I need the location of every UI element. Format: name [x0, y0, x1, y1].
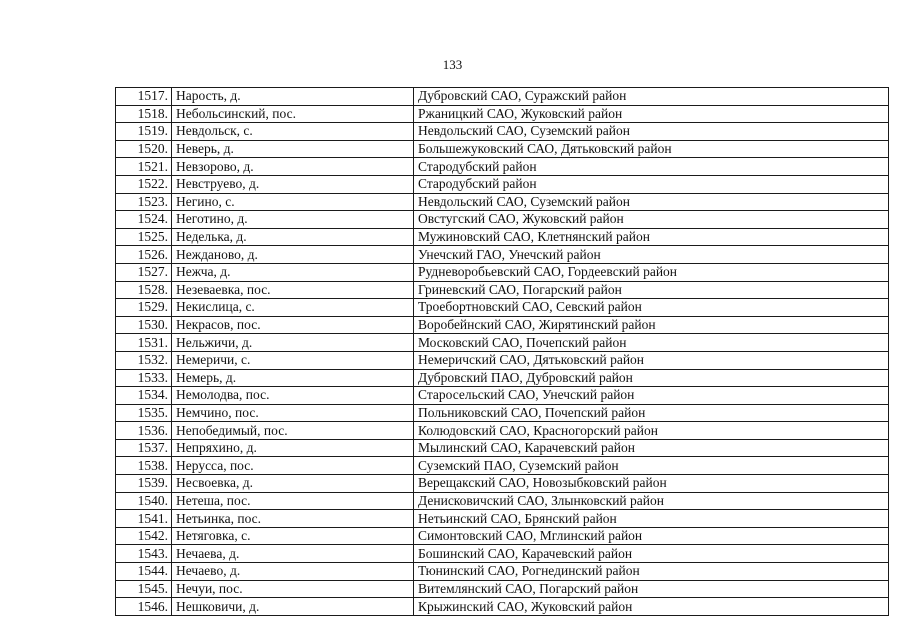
row-number: 1538. [116, 457, 172, 475]
administrative-unit: Дубровский САО, Суражский район [414, 88, 889, 106]
settlement-name: Нежча, д. [172, 263, 414, 281]
settlement-name: Несвоевка, д. [172, 475, 414, 493]
settlement-name: Негино, с. [172, 193, 414, 211]
administrative-unit: Бошинский САО, Карачевский район [414, 545, 889, 563]
administrative-unit: Московский САО, Почепский район [414, 334, 889, 352]
administrative-unit: Гриневский САО, Погарский район [414, 281, 889, 299]
table-row [116, 404, 889, 422]
administrative-unit: Невдольский САО, Суземский район [414, 123, 889, 141]
table-row [116, 105, 889, 123]
row-number: 1542. [116, 527, 172, 545]
table-row [116, 175, 889, 193]
table-row [116, 598, 889, 616]
settlement-name: Нетяговка, с. [172, 527, 414, 545]
settlement-name: Нельжичи, д. [172, 334, 414, 352]
row-number: 1543. [116, 545, 172, 563]
administrative-unit: Суземский ПАО, Суземский район [414, 457, 889, 475]
row-number: 1544. [116, 563, 172, 581]
table-row [116, 334, 889, 352]
row-number: 1529. [116, 299, 172, 317]
administrative-unit: Рудневоробьевский САО, Гордеевский район [414, 263, 889, 281]
table-row [116, 193, 889, 211]
table-row [116, 140, 889, 158]
table-row [116, 123, 889, 141]
administrative-unit: Немеричский САО, Дятьковский район [414, 351, 889, 369]
row-number: 1532. [116, 351, 172, 369]
row-number: 1540. [116, 492, 172, 510]
settlement-name: Нетьинка, пос. [172, 510, 414, 528]
settlement-name: Немерь, д. [172, 369, 414, 387]
row-number: 1535. [116, 404, 172, 422]
administrative-unit: Троебортновский САО, Севский район [414, 299, 889, 317]
settlement-name: Нежданово, д. [172, 246, 414, 264]
settlement-name: Немеричи, с. [172, 351, 414, 369]
table-row [116, 422, 889, 440]
row-number: 1545. [116, 580, 172, 598]
settlement-name: Нечаева, д. [172, 545, 414, 563]
settlement-table [115, 87, 889, 616]
settlement-name: Незеваевка, пос. [172, 281, 414, 299]
settlement-name: Нетеша, пос. [172, 492, 414, 510]
settlement-name: Некрасов, пос. [172, 316, 414, 334]
row-number: 1546. [116, 598, 172, 616]
settlement-name: Невдольск, с. [172, 123, 414, 141]
table-row [116, 475, 889, 493]
settlement-table-body [116, 88, 889, 616]
row-number: 1536. [116, 422, 172, 440]
administrative-unit: Мылинский САО, Карачевский район [414, 439, 889, 457]
administrative-unit: Симонтовский САО, Мглинский район [414, 527, 889, 545]
row-number: 1537. [116, 439, 172, 457]
settlement-name: Неготино, д. [172, 211, 414, 229]
administrative-unit: Унечский ГАО, Унечский район [414, 246, 889, 264]
row-number: 1527. [116, 263, 172, 281]
administrative-unit: Мужиновский САО, Клетнянский район [414, 228, 889, 246]
administrative-unit: Денисковичский САО, Злынковский район [414, 492, 889, 510]
settlement-name: Неверь, д. [172, 140, 414, 158]
table-row [116, 351, 889, 369]
settlement-name: Нечаево, д. [172, 563, 414, 581]
table-row [116, 211, 889, 229]
administrative-unit: Воробейнский САО, Жирятинский район [414, 316, 889, 334]
settlement-name: Небольсинский, пос. [172, 105, 414, 123]
table-row [116, 527, 889, 545]
settlement-name: Невструево, д. [172, 175, 414, 193]
settlement-name: Немолодва, пос. [172, 387, 414, 405]
table-row [116, 281, 889, 299]
table-row [116, 228, 889, 246]
row-number: 1524. [116, 211, 172, 229]
table-row [116, 263, 889, 281]
table-row [116, 510, 889, 528]
settlement-name: Нарость, д. [172, 88, 414, 106]
administrative-unit: Овстугский САО, Жуковский район [414, 211, 889, 229]
administrative-unit: Нетьинский САО, Брянский район [414, 510, 889, 528]
table-row [116, 439, 889, 457]
administrative-unit: Крыжинский САО, Жуковский район [414, 598, 889, 616]
row-number: 1519. [116, 123, 172, 141]
row-number: 1534. [116, 387, 172, 405]
row-number: 1531. [116, 334, 172, 352]
table-row [116, 457, 889, 475]
settlement-name: Нечуи, пос. [172, 580, 414, 598]
table-row [116, 316, 889, 334]
table-row [116, 369, 889, 387]
row-number: 1517. [116, 88, 172, 106]
table-row [116, 545, 889, 563]
table-row [116, 387, 889, 405]
administrative-unit: Стародубский район [414, 158, 889, 176]
administrative-unit: Большежуковский САО, Дятьковский район [414, 140, 889, 158]
row-number: 1521. [116, 158, 172, 176]
row-number: 1533. [116, 369, 172, 387]
settlement-name: Нешковичи, д. [172, 598, 414, 616]
table-row [116, 158, 889, 176]
settlement-name: Немчино, пос. [172, 404, 414, 422]
administrative-unit: Ржаницкий САО, Жуковский район [414, 105, 889, 123]
table-row [116, 563, 889, 581]
row-number: 1523. [116, 193, 172, 211]
row-number: 1526. [116, 246, 172, 264]
settlement-name: Непряхино, д. [172, 439, 414, 457]
administrative-unit: Колюдовский САО, Красногорский район [414, 422, 889, 440]
row-number: 1541. [116, 510, 172, 528]
page-number: 133 [442, 57, 463, 72]
row-number: 1522. [116, 175, 172, 193]
row-number: 1518. [116, 105, 172, 123]
administrative-unit: Польниковский САО, Почепский район [414, 404, 889, 422]
administrative-unit: Тюнинский САО, Рогнединский район [414, 563, 889, 581]
administrative-unit: Дубровский ПАО, Дубровский район [414, 369, 889, 387]
administrative-unit: Невдольский САО, Суземский район [414, 193, 889, 211]
administrative-unit: Стародубский район [414, 175, 889, 193]
settlement-name: Невзорово, д. [172, 158, 414, 176]
row-number: 1539. [116, 475, 172, 493]
row-number: 1528. [116, 281, 172, 299]
administrative-unit: Верещакский САО, Новозыбковский район [414, 475, 889, 493]
table-row [116, 299, 889, 317]
settlement-name: Непобедимый, пос. [172, 422, 414, 440]
row-number: 1525. [116, 228, 172, 246]
table-row [116, 88, 889, 106]
settlement-name: Некислица, с. [172, 299, 414, 317]
table-row [116, 246, 889, 264]
table-row [116, 492, 889, 510]
row-number: 1520. [116, 140, 172, 158]
settlement-name: Неделька, д. [172, 228, 414, 246]
table-row [116, 580, 889, 598]
settlement-name: Нерусса, пос. [172, 457, 414, 475]
row-number: 1530. [116, 316, 172, 334]
administrative-unit: Витемлянский САО, Погарский район [414, 580, 889, 598]
administrative-unit: Старосельский САО, Унечский район [414, 387, 889, 405]
